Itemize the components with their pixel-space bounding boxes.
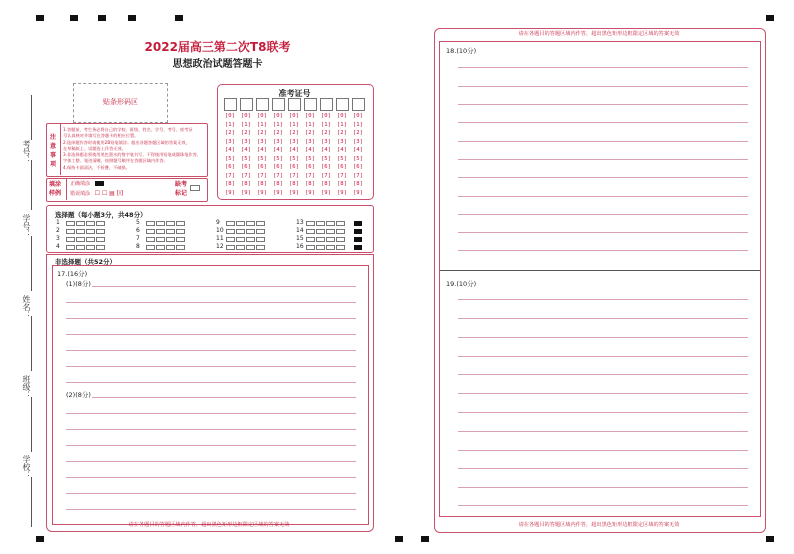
- side-field-line: [31, 316, 32, 371]
- answer-line[interactable]: [458, 337, 748, 338]
- answer-line[interactable]: [66, 382, 356, 383]
- notes-label: [50, 133, 58, 169]
- exam-id-digit-bubble[interactable]: [6]: [273, 164, 283, 170]
- exam-id-digit-bubble[interactable]: [1]: [305, 121, 315, 128]
- fill-example-divider: [66, 178, 67, 200]
- answer-line[interactable]: [458, 232, 748, 233]
- q18-box: [439, 41, 761, 271]
- answer-line[interactable]: [458, 487, 748, 488]
- exam-id-digit-bubble[interactable]: [1]: [257, 121, 267, 128]
- choice-question-number: 11: [216, 235, 224, 242]
- exam-id-digit-bubble[interactable]: [2]: [273, 130, 283, 136]
- choice-option-bubble[interactable]: [66, 229, 75, 234]
- timing-mark: [766, 15, 774, 21]
- exam-id-digit-bubble[interactable]: [4]: [273, 147, 283, 153]
- exam-id-digit-bubble[interactable]: [8]: [289, 181, 299, 187]
- exam-id-digit-bubble[interactable]: [2]: [321, 130, 331, 136]
- exam-id-digit-bubble[interactable]: [0]: [337, 113, 347, 119]
- answer-line[interactable]: [66, 334, 356, 335]
- answer-line[interactable]: [66, 366, 356, 367]
- choice-option-bubble[interactable]: [96, 221, 105, 226]
- choice-option-bubble[interactable]: [226, 245, 235, 250]
- side-field-line: [31, 477, 32, 527]
- page-title: 2022届高三第二次T8联考: [144, 40, 291, 54]
- answer-line[interactable]: [458, 412, 748, 413]
- answer-line[interactable]: [458, 104, 748, 105]
- nonchoice-title: 非选择题（共52分）: [55, 258, 117, 266]
- notes-label-char: 事: [50, 152, 57, 159]
- timing-mark: [70, 15, 78, 21]
- exam-id-digit-bubble[interactable]: [7]: [337, 172, 347, 179]
- choice-option-bubble[interactable]: [326, 237, 335, 242]
- exam-id-digit-bubble[interactable]: [5]: [337, 155, 347, 162]
- exam-id-box-cell[interactable]: [304, 98, 317, 111]
- answer-line[interactable]: [458, 393, 748, 394]
- exam-id-digit-bubble[interactable]: [9]: [273, 189, 283, 196]
- fill-example-label: [49, 180, 61, 198]
- choice-question-number: 2: [56, 227, 60, 234]
- choice-option-bubble[interactable]: [146, 237, 155, 242]
- exam-id-digit-bubble[interactable]: [3]: [273, 138, 283, 145]
- notes-label-char: 项: [50, 161, 57, 168]
- notes-item: 3.非选择题必须使用黑色墨水的签字笔书写，不得使用铅笔或圆珠笔作答，: [63, 152, 201, 158]
- notes-item: 号认真核对并填写在答题卡的相应位置。: [63, 133, 139, 139]
- exam-id-digit-bubble[interactable]: [2]: [289, 130, 299, 136]
- exam-id-digit-bubble[interactable]: [3]: [289, 138, 299, 145]
- exam-id-box-cell[interactable]: [320, 98, 333, 111]
- filled-bubble-icon: [354, 245, 362, 250]
- choice-option-bubble[interactable]: [336, 237, 345, 242]
- answer-line[interactable]: [66, 302, 356, 303]
- choice-option-bubble[interactable]: [146, 245, 155, 250]
- exam-id-digit-bubble[interactable]: [0]: [225, 113, 235, 119]
- notes-item: 1.答题前，考生务必将自己的学校、班级、姓名、学号、考号、座考证: [63, 127, 193, 132]
- choice-option-bubble[interactable]: [166, 229, 175, 234]
- choice-option-bubble[interactable]: [306, 229, 315, 234]
- exam-id-digit-bubble[interactable]: [6]: [321, 164, 331, 170]
- wrong-fill-marks-icon: ☐ ☐ ▤ [Ⅰ]: [94, 190, 124, 197]
- fill-example-label-line: 填涂: [49, 181, 62, 188]
- exam-id-digit-bubble[interactable]: [7]: [289, 172, 299, 179]
- side-field-line: [31, 95, 32, 140]
- choice-option-bubble[interactable]: [176, 245, 185, 250]
- choice-option-bubble[interactable]: [96, 245, 105, 250]
- choice-question-number: 8: [136, 243, 140, 250]
- notes-label-char: 意: [50, 143, 57, 150]
- absent-mark-label: [175, 180, 187, 198]
- page-subtitle: 思想政治试题答题卡: [172, 59, 263, 70]
- choice-option-bubble[interactable]: [256, 237, 265, 242]
- choice-option-bubble[interactable]: [326, 221, 335, 226]
- choice-question-number: 5: [136, 219, 140, 226]
- exam-id-box-cell[interactable]: [352, 98, 365, 111]
- exam-id-box-cell[interactable]: [240, 98, 253, 111]
- choice-option-bubble[interactable]: [326, 245, 335, 250]
- absent-mark-label-line: 标记: [175, 190, 188, 197]
- answer-line[interactable]: [66, 509, 356, 510]
- exam-id-digit-bubble[interactable]: [3]: [305, 138, 315, 145]
- answer-line[interactable]: [66, 350, 356, 351]
- exam-id-digit-bubble[interactable]: [4]: [353, 147, 363, 153]
- exam-id-digit-bubble[interactable]: [7]: [353, 172, 363, 179]
- exam-id-digit-bubble[interactable]: [9]: [241, 189, 251, 196]
- choice-option-bubble[interactable]: [246, 229, 255, 234]
- choice-option-bubble[interactable]: [176, 221, 185, 226]
- exam-id-digit-bubble[interactable]: [1]: [321, 121, 331, 128]
- exam-id-digit-bubble[interactable]: [6]: [225, 164, 235, 170]
- choice-option-bubble[interactable]: [336, 245, 345, 250]
- choice-option-bubble[interactable]: [316, 221, 325, 226]
- choice-option-bubble[interactable]: [166, 237, 175, 242]
- exam-id-digit-bubble[interactable]: [1]: [289, 121, 299, 128]
- exam-id-digit-bubble[interactable]: [1]: [337, 121, 347, 128]
- exam-id-digit-bubble[interactable]: [0]: [305, 113, 315, 119]
- choice-option-bubble[interactable]: [76, 237, 85, 242]
- answer-line[interactable]: [458, 159, 748, 160]
- choice-option-bubble[interactable]: [156, 229, 165, 234]
- notes-item: 字体工整、笔迹清晰，按照题号顺序在答题区域内作答。: [63, 158, 168, 164]
- answer-line[interactable]: [66, 413, 356, 414]
- timing-mark: [36, 536, 44, 542]
- exam-id-digit-bubble[interactable]: [8]: [337, 181, 347, 187]
- choice-question-number: 13: [296, 219, 304, 226]
- choice-option-bubble[interactable]: [236, 229, 245, 234]
- exam-id-digit-bubble[interactable]: [3]: [353, 138, 363, 145]
- answer-line[interactable]: [66, 429, 356, 430]
- choice-option-bubble[interactable]: [256, 229, 265, 234]
- exam-id-digit-bubble[interactable]: [8]: [321, 181, 331, 187]
- exam-id-digit-bubble[interactable]: [0]: [241, 113, 251, 119]
- answer-line[interactable]: [458, 67, 748, 68]
- footer-warning-right: 请在各题目的答题区域内作答，超出黑色矩形边框限定区域的答案无效: [518, 522, 680, 528]
- exam-id-digit-bubble[interactable]: [5]: [257, 155, 267, 162]
- exam-id-digit-bubble[interactable]: [5]: [305, 155, 315, 162]
- exam-id-digit-bubble[interactable]: [2]: [353, 130, 363, 136]
- choice-question-number: 14: [296, 227, 304, 234]
- exam-id-box-cell[interactable]: [288, 98, 301, 111]
- choice-option-bubble[interactable]: [306, 245, 315, 250]
- exam-id-digit-bubble[interactable]: [6]: [305, 164, 315, 170]
- exam-id-digit-bubble[interactable]: [9]: [257, 189, 267, 196]
- answer-line[interactable]: [458, 250, 748, 251]
- exam-id-title: 准考证号: [278, 89, 311, 98]
- exam-id-digit-bubble[interactable]: [6]: [241, 164, 251, 170]
- exam-id-digit-bubble[interactable]: [3]: [321, 138, 331, 145]
- choice-option-bubble[interactable]: [66, 237, 75, 242]
- exam-id-digit-bubble[interactable]: [3]: [337, 138, 347, 145]
- side-field-line: [31, 397, 32, 452]
- exam-id-digit-bubble[interactable]: [0]: [321, 113, 331, 119]
- choice-question-number: 9: [216, 219, 220, 226]
- answer-line[interactable]: [458, 122, 748, 123]
- answer-line[interactable]: [66, 461, 356, 462]
- exam-id-digit-bubble[interactable]: [4]: [321, 147, 331, 153]
- exam-id-digit-bubble[interactable]: [2]: [305, 130, 315, 136]
- choice-option-bubble[interactable]: [156, 221, 165, 226]
- answer-line[interactable]: [458, 431, 748, 432]
- exam-id-digit-bubble[interactable]: [2]: [241, 130, 251, 136]
- exam-id-digit-bubble[interactable]: [9]: [353, 189, 363, 196]
- side-field-exam-number: 考号：: [22, 140, 31, 164]
- notes-item: 2.选择题作答时请使用2B铅笔填涂；超出各题答题区域的答案无效，: [63, 139, 190, 145]
- side-field-name: 姓名：: [22, 295, 31, 319]
- q19-label: 19.(10分): [446, 280, 477, 288]
- choice-option-bubble[interactable]: [86, 237, 95, 242]
- answer-line[interactable]: [92, 286, 356, 287]
- exam-id-box-cell[interactable]: [336, 98, 349, 111]
- timing-mark: [175, 15, 183, 21]
- choice-option-bubble[interactable]: [96, 229, 105, 234]
- answer-line[interactable]: [458, 450, 748, 451]
- exam-id-digit-bubble[interactable]: [6]: [353, 164, 363, 170]
- side-field-student-number: 学号：: [22, 214, 31, 238]
- exam-id-box-cell[interactable]: [272, 98, 285, 111]
- choice-option-bubble[interactable]: [256, 221, 265, 226]
- choice-option-bubble[interactable]: [96, 237, 105, 242]
- choice-option-bubble[interactable]: [226, 229, 235, 234]
- choice-question-number: 15: [296, 235, 304, 242]
- choice-question-number: 1: [56, 219, 60, 226]
- choice-option-bubble[interactable]: [306, 237, 315, 242]
- exam-id-digit-bubble[interactable]: [2]: [337, 130, 347, 136]
- choice-option-bubble[interactable]: [246, 245, 255, 250]
- choice-option-bubble[interactable]: [246, 221, 255, 226]
- q17-part2-label: (2)(8分): [66, 391, 91, 399]
- exam-id-digit-bubble[interactable]: [4]: [337, 147, 347, 153]
- fill-example-wrong: [70, 190, 123, 197]
- notes-item: 4.保持卡面清洁，不折叠，不破损。: [63, 164, 130, 170]
- barcode-area-label: 贴条形码区: [103, 98, 138, 106]
- choice-option-bubble[interactable]: [86, 245, 95, 250]
- footer-warning-left: 请在各题目的答题区域内作答，超出黑色矩形边框限定区域的答案无效: [128, 522, 290, 528]
- choice-option-bubble[interactable]: [86, 229, 95, 234]
- exam-id-digit-bubble[interactable]: [9]: [289, 189, 299, 196]
- filled-bubble-icon: [95, 181, 104, 186]
- choice-option-bubble[interactable]: [316, 245, 325, 250]
- exam-id-digit-bubble[interactable]: [5]: [289, 155, 299, 162]
- exam-id-digit-bubble[interactable]: [4]: [305, 147, 315, 153]
- exam-id-digit-bubble[interactable]: [4]: [257, 147, 267, 153]
- notes-label-char: 注: [50, 134, 57, 141]
- choice-option-bubble[interactable]: [336, 221, 345, 226]
- choice-question-number: 3: [56, 235, 60, 242]
- side-field-line: [31, 236, 32, 291]
- exam-id-digit-bubble[interactable]: [5]: [321, 155, 331, 162]
- notes-item: 在草稿纸上、试题卷上作答无效。: [63, 145, 126, 151]
- choice-option-bubble[interactable]: [166, 221, 175, 226]
- choice-option-bubble[interactable]: [326, 229, 335, 234]
- exam-id-digit-bubble[interactable]: [1]: [273, 121, 283, 128]
- exam-id-digit-bubble[interactable]: [4]: [225, 147, 235, 153]
- exam-id-digit-bubble[interactable]: [8]: [225, 181, 235, 187]
- choice-question-number: 4: [56, 243, 60, 250]
- choice-option-bubble[interactable]: [336, 229, 345, 234]
- exam-id-digit-bubble[interactable]: [7]: [321, 172, 331, 179]
- filled-bubble-icon: [354, 229, 362, 234]
- exam-id-digit-bubble[interactable]: [9]: [337, 189, 347, 196]
- choice-option-bubble[interactable]: [146, 229, 155, 234]
- exam-id-digit-bubble[interactable]: [3]: [225, 138, 235, 145]
- answer-line[interactable]: [66, 318, 356, 319]
- timing-mark: [98, 15, 106, 21]
- timing-mark: [421, 536, 429, 542]
- choice-option-bubble[interactable]: [176, 229, 185, 234]
- absent-mark-box[interactable]: [190, 185, 200, 191]
- notes-text: [63, 127, 204, 171]
- exam-id-digit-bubble[interactable]: [5]: [241, 155, 251, 162]
- choice-option-bubble[interactable]: [236, 237, 245, 242]
- exam-id-digit-bubble[interactable]: [7]: [305, 172, 315, 179]
- answer-line[interactable]: [458, 318, 748, 319]
- exam-id-digit-bubble[interactable]: [1]: [241, 121, 251, 128]
- exam-id-digit-bubble[interactable]: [3]: [241, 138, 251, 145]
- choice-option-bubble[interactable]: [166, 245, 175, 250]
- timing-mark: [36, 15, 44, 21]
- fill-example-wrong-label: 错误填涂: [70, 191, 91, 197]
- choice-question-number: 6: [136, 227, 140, 234]
- footer-warning-top-right: 请在各题目的答题区域内作答，超出黑色矩形边框限定区域的答案无效: [518, 31, 680, 37]
- exam-id-digit-bubble[interactable]: [0]: [273, 113, 283, 119]
- timing-mark: [128, 15, 136, 21]
- choice-option-bubble[interactable]: [76, 229, 85, 234]
- exam-id-digit-bubble[interactable]: [7]: [273, 172, 283, 179]
- choice-option-bubble[interactable]: [66, 245, 75, 250]
- exam-id-digit-bubble[interactable]: [5]: [353, 155, 363, 162]
- answer-line[interactable]: [458, 86, 748, 87]
- choice-title: 选择题（每小题3分，共48分）: [55, 211, 147, 219]
- choice-option-bubble[interactable]: [66, 221, 75, 226]
- exam-id-digit-bubble[interactable]: [6]: [257, 164, 267, 170]
- answer-line[interactable]: [458, 196, 748, 197]
- exam-id-digit-bubble[interactable]: [7]: [241, 172, 251, 179]
- choice-question-number: 7: [136, 235, 140, 242]
- choice-option-bubble[interactable]: [86, 221, 95, 226]
- choice-option-bubble[interactable]: [236, 245, 245, 250]
- exam-id-digit-bubble[interactable]: [6]: [337, 164, 347, 170]
- choice-option-bubble[interactable]: [156, 245, 165, 250]
- exam-id-digit-bubble[interactable]: [4]: [241, 147, 251, 153]
- fill-example-correct-label: 正确填涂: [70, 181, 91, 187]
- fill-example-label-line: 样例: [49, 190, 62, 197]
- choice-question-number: 10: [216, 227, 224, 234]
- exam-id-digit-bubble[interactable]: [4]: [289, 147, 299, 153]
- choice-option-bubble[interactable]: [246, 237, 255, 242]
- choice-option-bubble[interactable]: [226, 237, 235, 242]
- exam-id-box-cell[interactable]: [224, 98, 237, 111]
- answer-line[interactable]: [458, 374, 748, 375]
- side-field-class: 班级：: [22, 375, 31, 399]
- notes-divider: [60, 123, 61, 175]
- exam-id-box-cell[interactable]: [256, 98, 269, 111]
- exam-id-digit-bubble[interactable]: [8]: [353, 181, 363, 187]
- exam-id-digit-bubble[interactable]: [7]: [225, 172, 235, 179]
- answer-line[interactable]: [458, 141, 748, 142]
- exam-id-digit-bubble[interactable]: [9]: [225, 189, 235, 196]
- exam-id-digit-bubble[interactable]: [3]: [257, 138, 267, 145]
- side-field-school: 学校：: [22, 455, 31, 479]
- choice-option-bubble[interactable]: [316, 229, 325, 234]
- exam-id-digit-bubble[interactable]: [0]: [257, 113, 267, 119]
- choice-option-bubble[interactable]: [226, 221, 235, 226]
- choice-option-bubble[interactable]: [306, 221, 315, 226]
- exam-id-digit-bubble[interactable]: [8]: [241, 181, 251, 187]
- filled-bubble-icon: [354, 237, 362, 242]
- exam-id-digit-bubble[interactable]: [1]: [353, 121, 363, 128]
- answer-line[interactable]: [458, 214, 748, 215]
- exam-id-digit-bubble[interactable]: [9]: [305, 189, 315, 196]
- q18-label: 18.(10分): [446, 47, 477, 55]
- exam-id-digit-bubble[interactable]: [0]: [289, 113, 299, 119]
- choice-question-number: 12: [216, 243, 224, 250]
- answer-line[interactable]: [66, 477, 356, 478]
- choice-option-bubble[interactable]: [236, 221, 245, 226]
- choice-option-bubble[interactable]: [256, 245, 265, 250]
- fill-example-correct: [70, 180, 104, 187]
- answer-line[interactable]: [458, 505, 748, 506]
- answer-line[interactable]: [458, 177, 748, 178]
- exam-id-digit-bubble[interactable]: [8]: [305, 181, 315, 187]
- answer-line[interactable]: [458, 356, 748, 357]
- q17-box: [52, 265, 369, 525]
- exam-id-digit-bubble[interactable]: [0]: [353, 113, 363, 119]
- exam-id-digit-bubble[interactable]: [6]: [289, 164, 299, 170]
- side-field-line: [31, 160, 32, 210]
- choice-option-bubble[interactable]: [146, 221, 155, 226]
- exam-id-digit-bubble[interactable]: [9]: [321, 189, 331, 196]
- exam-id-digit-bubble[interactable]: [5]: [225, 155, 235, 162]
- exam-id-digit-bubble[interactable]: [1]: [225, 121, 235, 128]
- exam-id-digit-bubble[interactable]: [7]: [257, 172, 267, 179]
- timing-mark: [766, 536, 774, 542]
- exam-id-digit-bubble[interactable]: [2]: [257, 130, 267, 136]
- exam-id-digit-bubble[interactable]: [8]: [273, 181, 283, 187]
- exam-id-digit-bubble[interactable]: [2]: [225, 130, 235, 136]
- q17-part1-label: (1)(8分): [66, 280, 91, 288]
- choice-option-bubble[interactable]: [176, 237, 185, 242]
- absent-mark-label-line: 缺考: [175, 181, 188, 188]
- choice-option-bubble[interactable]: [316, 237, 325, 242]
- choice-option-bubble[interactable]: [76, 245, 85, 250]
- timing-mark: [395, 536, 403, 542]
- answer-line[interactable]: [66, 445, 356, 446]
- choice-question-number: 16: [296, 243, 304, 250]
- answer-line[interactable]: [92, 397, 356, 398]
- exam-id-digit-bubble[interactable]: [5]: [273, 155, 283, 162]
- exam-id-digit-bubble[interactable]: [8]: [257, 181, 267, 187]
- choice-option-bubble[interactable]: [156, 237, 165, 242]
- filled-bubble-icon: [354, 221, 362, 226]
- answer-line[interactable]: [66, 493, 356, 494]
- answer-line[interactable]: [458, 299, 748, 300]
- answer-line[interactable]: [458, 468, 748, 469]
- q17-label: 17.(16分): [57, 270, 88, 278]
- choice-option-bubble[interactable]: [76, 221, 85, 226]
